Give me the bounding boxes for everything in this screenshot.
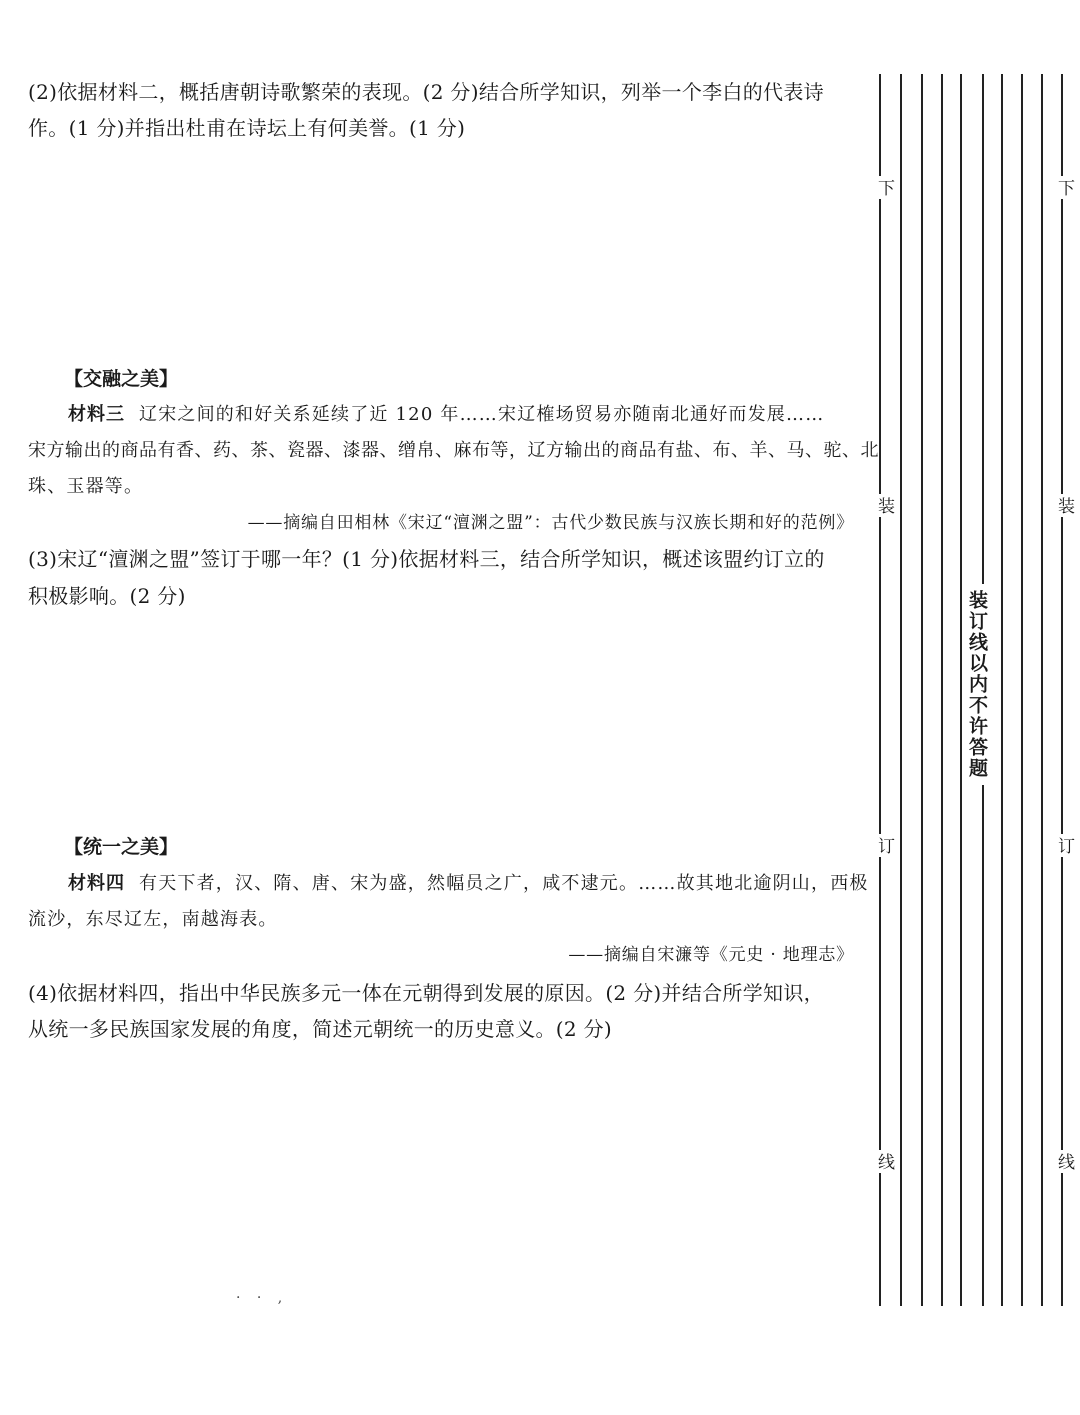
- material-4-text-1: 有天下者，汉、隋、唐、宋为盛，然幅员之广，咸不逮元。……故其地北逾阴山，西极: [139, 873, 869, 894]
- binding-line: [941, 74, 943, 1306]
- question-2-line-1: (2)依据材料二，概括唐朝诗歌繁荣的表现。(2 分)结合所学知识，列举一个李白的代表诗: [28, 80, 824, 104]
- binding-mark-fix-right: 订: [1053, 834, 1075, 857]
- section-heading-fusion: 【交融之美】: [64, 368, 179, 390]
- material-3-label: 材料三: [68, 404, 125, 425]
- binding-mark-bind-right: 装: [1053, 494, 1075, 517]
- binding-mark-fix: 订: [873, 834, 895, 857]
- binding-line: [900, 74, 902, 1306]
- material-3-line-1: [28, 398, 894, 432]
- question-4-line-2: 从统一多民族国家发展的角度，简述元朝统一的历史意义。(2 分): [28, 1017, 612, 1041]
- material-3-text-1: 辽宋之间的和好关系延续了近 120 年……宋辽榷场贸易亦随南北通好而发展……: [139, 404, 825, 425]
- binding-line: [1001, 74, 1003, 1306]
- binding-line: [1021, 74, 1023, 1306]
- material-4-label: 材料四: [68, 873, 125, 894]
- binding-mark-bind: 装: [873, 494, 895, 517]
- question-2-line-2: 作。(1 分)并指出杜甫在诗坛上有何美誉。(1 分): [28, 116, 466, 140]
- material-4-source: ——摘编自宋濂等《元史 · 地理志》: [568, 945, 854, 965]
- binding-line: [921, 74, 923, 1306]
- binding-line: [1061, 74, 1063, 1306]
- material-3-source: ——摘编自田相林《宋辽“澶渊之盟”：古代少数民族与汉族长期和好的范例》: [247, 513, 854, 533]
- binding-mark-down-right: 下: [1053, 176, 1075, 199]
- binding-mark-down: 下: [873, 176, 895, 199]
- material-4-line-1: [28, 867, 894, 901]
- page-dots: · · ,: [236, 1290, 289, 1306]
- material-4-line-2: 流沙，东尽辽左，南越海表。: [28, 909, 278, 930]
- binding-mark-line: 线: [873, 1150, 895, 1173]
- material-3-line-3: 珠、玉器等。: [28, 476, 144, 497]
- binding-notice: 装订线以内不许答题: [962, 584, 992, 785]
- section-heading-unity: 【统一之美】: [64, 836, 179, 858]
- binding-line: [1041, 74, 1043, 1306]
- question-4-line-1: (4)依据材料四，指出中华民族多元一体在元朝得到发展的原因。(2 分)并结合所学知识，: [28, 981, 824, 1005]
- binding-line: [879, 74, 881, 1306]
- binding-mark-line-right: 线: [1053, 1150, 1075, 1173]
- question-3-line-1: (3)宋辽“澶渊之盟”签订于哪一年？(1 分)依据材料三，结合所学知识，概述该盟约订立的: [28, 547, 825, 571]
- material-3-line-2: 宋方输出的商品有香、药、茶、瓷器、漆器、缯帛、麻布等，辽方输出的商品有盐、布、羊、马、驼、北: [28, 440, 879, 461]
- question-3-line-2: 积极影响。(2 分): [28, 584, 186, 608]
